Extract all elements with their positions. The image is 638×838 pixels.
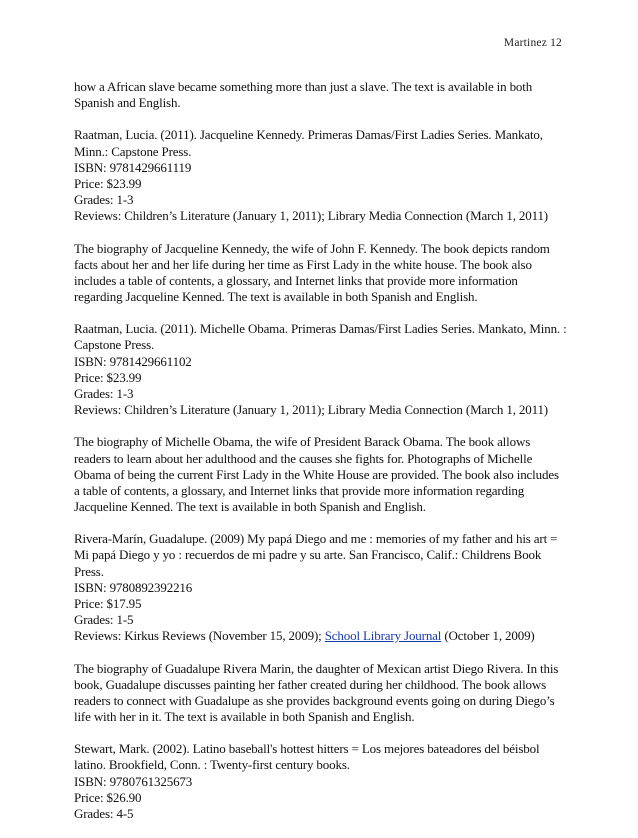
citation-line: Raatman, Lucia. (2011). Jacqueline Kennedy. Primeras Damas/First Ladies Series. Mankato,	[74, 127, 543, 143]
annotation-line: Jacqueline Kenned. The text is available in both Spanish and English.	[74, 499, 426, 514]
reviews: Reviews: Children’s Literature (January 1, 2011); Library Media Connection (March 1, 2011)	[74, 402, 548, 418]
page-body	[74, 79, 574, 838]
bibliography-entry-my-papa-diego	[74, 531, 574, 644]
annotation-line: facts about her and her life during her time as First Lady in the white house. The book also	[74, 256, 532, 272]
citation-line: Stewart, Mark. (2002). Latino baseball's hottest hitters = Los mejores bateadores del béisbol	[74, 741, 540, 757]
reviews	[74, 628, 574, 644]
school-library-journal-link[interactable]: School Library Journal	[324, 628, 442, 644]
price: Price: $23.99	[74, 369, 142, 385]
citation-line: Press.	[74, 563, 104, 579]
text-line: Spanish and English.	[74, 95, 181, 111]
annotation-michelle-obama	[74, 434, 574, 515]
isbn: ISBN: 9780892392216	[74, 579, 193, 595]
annotation-line: Obama of being the current First Lady in the White House are provided. The book also includes	[74, 466, 559, 482]
reviews-suffix: (October 1, 2009)	[441, 628, 535, 644]
annotation-jacqueline-kennedy	[74, 241, 574, 306]
annotation-my-papa-diego	[74, 661, 574, 726]
annotation-line: includes a table of contents, a glossary, and Internet links that provide more information	[74, 272, 518, 288]
citation-line: Capstone Press.	[74, 337, 155, 353]
annotation-line: The biography of Jacqueline Kennedy, the wife of John F. Kennedy. The book depicts random	[74, 240, 550, 256]
citation-line: Rivera-Marín, Guadalupe. (2009) My papá Diego and me : memories of my father and his art =	[74, 531, 558, 547]
annotation-line: readers to learn about her adulthood and the causes she fights for. Photographs of Michelle	[74, 450, 533, 466]
price: Price: $23.99	[74, 175, 142, 191]
continuation-paragraph	[74, 79, 574, 111]
grades: Grades: 1-3	[74, 385, 134, 401]
annotation-line: a table of contents, a glossary, and Internet links that provide more information regarding	[74, 482, 525, 498]
bibliography-entry-michelle-obama	[74, 321, 574, 418]
grades: Grades: 1-3	[74, 192, 134, 208]
grades: Grades: 4-5	[74, 805, 134, 821]
text-line: how a African slave became something more than just a slave. The text is available in both	[74, 79, 533, 94]
citation-line: Mi papá Diego y yo : recuerdos de mi padre y su arte. San Francisco, Calif.: Childrens Book	[74, 547, 542, 563]
price: Price: $17.95	[74, 595, 142, 611]
isbn: ISBN: 9781429661102	[74, 353, 192, 369]
citation-line: Minn.: Capstone Press.	[74, 143, 192, 159]
annotation-line: book, Guadalupe discusses painting her father created during her childhood. The book allows	[74, 676, 547, 692]
citation-line: Raatman, Lucia. (2011). Michelle Obama. Primeras Damas/First Ladies Series. Mankato, Minn. :	[74, 321, 567, 337]
bibliography-entry-jacqueline-kennedy	[74, 127, 574, 224]
annotation-line: The biography of Guadalupe Rivera Marin, the daughter of Mexican artist Diego Rivera. In this	[74, 660, 559, 676]
annotation-line: The biography of Michelle Obama, the wife of President Barack Obama. The book allows	[74, 434, 531, 450]
annotation-line: readers to connect with Guadalupe as she provides background events going on during Diego’s	[74, 692, 555, 708]
price: Price: $26.90	[74, 789, 142, 805]
grades: Grades: 1-5	[74, 612, 134, 628]
isbn: ISBN: 9781429661119	[74, 159, 192, 175]
annotation-line: regarding Jacqueline Kenned. The text is available in both Spanish and English.	[74, 289, 478, 304]
isbn: ISBN: 9780761325673	[74, 773, 193, 789]
reviews-prefix: Reviews: Kirkus Reviews (November 15, 2009);	[74, 628, 325, 644]
bibliography-entry-latino-baseball	[74, 741, 574, 822]
running-header: Martinez 12	[503, 37, 562, 49]
annotation-line: life with her in it. The text is available in both Spanish and English.	[74, 709, 415, 724]
reviews: Reviews: Children’s Literature (January 1, 2011); Library Media Connection (March 1, 2011)	[74, 208, 548, 224]
citation-line: latino. Brookfield, Conn. : Twenty-first century books.	[74, 757, 350, 773]
